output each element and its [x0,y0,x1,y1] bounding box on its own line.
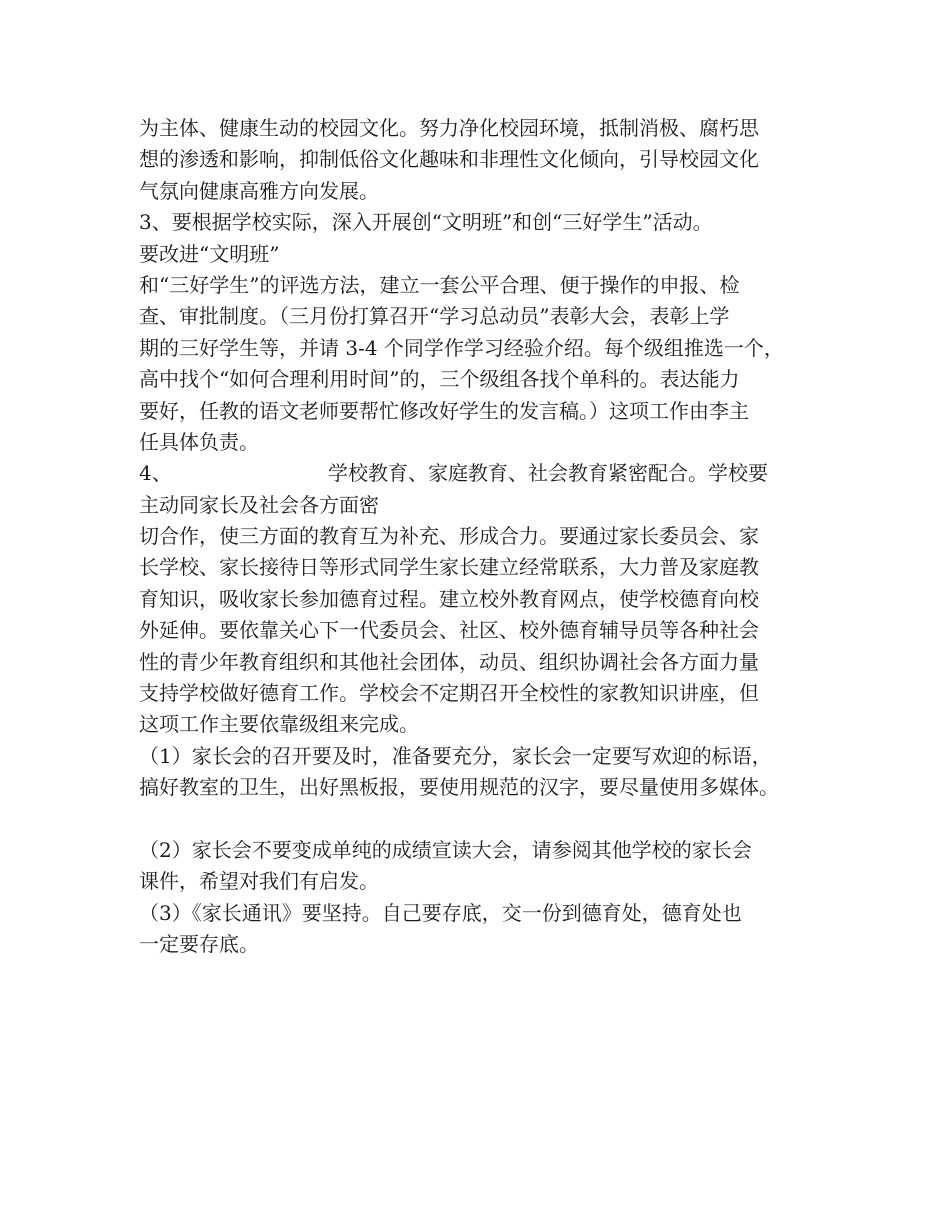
text-line: 高中找个“如何合理利用时间”的，三个级组各找个单科的。表达能力 [139,367,740,392]
text-line: 长学校、家长接待日等形式同学生家长建立经常联系，大力普及家庭教 [139,555,759,580]
text-line: 查、审批制度。（三月份打算召开“学习总动员”表彰大会，表彰上学 [139,304,730,329]
text-line: （1）家长会的召开要及时，准备要充分，家长会一定要写欢迎的标语， [139,743,772,768]
text-line: 主动同家长及社会各方面密 [139,492,379,517]
text-line: 想的渗透和影响，抑制低俗文化趣味和非理性文化倾向，引导校园文化 [139,147,759,172]
text-line: 一定要存底。 [139,932,259,957]
text-line: 期的三好学生等，并请 3-4 个同学作学习经验介绍。每个级组推选一个， [139,335,784,360]
text-line: 育知识，吸收家长参加德育过程。建立校外教育网点，使学校德育向校 [139,586,759,611]
text-line: 任具体负责。 [139,429,259,454]
text-line: 性的青少年教育组织和其他社会团体，动员、组织协调社会各方面力量 [139,649,759,674]
text-line: 要改进“文明班” [139,241,280,266]
text-line: 学校教育、家庭教育、社会教育紧密配合。学校要 [328,461,768,486]
text-line: （3）《家长通讯》要坚持。自己要存底，交一份到德育处，德育处也 [139,900,742,925]
text-line: （2）家长会不要变成单纯的成绩宣读大会，请参阅其他学校的家长会 [139,837,752,862]
text-line: 3、要根据学校实际，深入开展创“文明班”和创“三好学生”活动。 [139,210,713,235]
text-line: 外延伸。要依靠关心下一代委员会、社区、校外德育辅导员等各种社会 [139,618,759,643]
text-line: 为主体、健康生动的校园文化。努力净化校园环境，抵制消极、腐朽思 [139,116,759,140]
text-line: 支持学校做好德育工作。学校会不定期召开全校性的家教知识讲座，但 [139,681,759,706]
section-number: 4、 [139,461,172,486]
document-body [139,113,829,961]
text-line: 气氛向健康高雅方向发展。 [139,178,379,203]
text-line: 搞好教室的卫生，出好黑板报，要使用规范的汉字，要尽量使用多媒体。 [139,775,779,800]
text-line: 要好，任教的语文老师要帮忙修改好学生的发言稿。）这项工作由李主 [139,398,749,423]
text-line: 切合作，使三方面的教育互为补充、形成合力。要通过家长委员会、家 [139,524,759,549]
text-line: 和“三好学生”的评选方法，建立一套公平合理、便于操作的申报、检 [139,272,740,297]
blank-line [139,804,829,835]
section-4-heading-line [139,458,829,489]
text-line: 这项工作主要依靠级组来完成。 [139,712,419,737]
text-line: 课件，希望对我们有启发。 [139,869,379,894]
